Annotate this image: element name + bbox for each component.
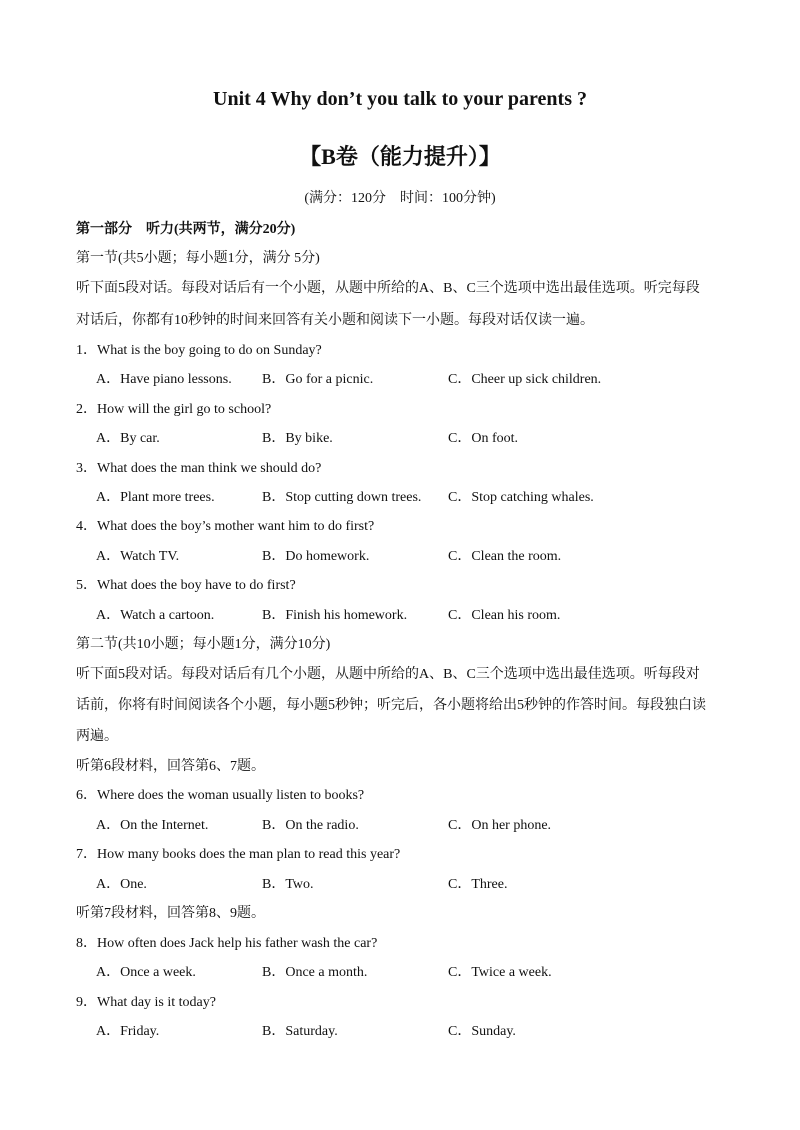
question-9-option-c: C．Sunday. (448, 1024, 516, 1039)
question-5-option-c: C．Clean his room. (448, 608, 561, 623)
question-2-option-a: A．By car. (96, 431, 160, 446)
question-5-option-b: B．Finish his homework. (262, 608, 408, 623)
section2-instruction-1: 听下面5段对话。每段对话后有几个小题，从题中所给的A、B、C三个选项中选出最佳选项。听每段对 (76, 667, 700, 682)
question-9-option-a: A．Friday. (96, 1024, 160, 1039)
question-8-option-b: B．Once a month. (262, 965, 368, 980)
question-1-option-b: B．Go for a picnic. (262, 372, 374, 387)
question-4-option-b: B．Do homework. (262, 549, 370, 564)
question-1-option-a: A．Have piano lessons. (96, 372, 232, 387)
question-7-option-c: C．Three. (448, 877, 508, 892)
document-subtitle: 【B卷（能力提升）】 (299, 144, 501, 169)
question-2: 2．How will the girl go to school? (76, 402, 272, 417)
question-4-option-c: C．Clean the room. (448, 549, 562, 564)
section1-instruction-1: 听下面5段对话。每段对话后有一个小题，从题中所给的A、B、C三个选项中选出最佳选项。听完每段 (76, 281, 700, 296)
question-7: 7．How many books does the man plan to read this year? (76, 847, 401, 862)
question-5-option-a: A．Watch a cartoon. (96, 608, 215, 623)
question-9: 9．What day is it today? (76, 995, 216, 1010)
exam-meta: (满分：120分 时间：100分钟) (304, 191, 496, 206)
question-7-option-a: A．One. (96, 877, 147, 892)
part1-heading: 第一部分 听力(共两节，满分20分) (76, 222, 296, 237)
section1-heading: 第一节(共5小题；每小题1分，满分 5分) (76, 251, 320, 266)
question-6-option-a: A．On the Internet. (96, 818, 209, 833)
question-3-option-c: C．Stop catching whales. (448, 490, 594, 505)
question-6: 6．Where does the woman usually listen to books? (76, 788, 365, 803)
material-6-note: 听第6段材料，回答第6、7题。 (76, 759, 265, 774)
question-4: 4．What does the boy’s mother want him to do first? (76, 519, 375, 534)
section2-heading: 第二节(共10小题；每小题1分，满分10分) (76, 637, 331, 652)
question-8-option-a: A．Once a week. (96, 965, 196, 980)
question-6-option-b: B．On the radio. (262, 818, 359, 833)
section1-instruction-2: 对话后，你都有10秒钟的时间来回答有关小题和阅读下一小题。每段对话仅读一遍。 (76, 313, 594, 328)
question-6-option-c: C．On her phone. (448, 818, 552, 833)
question-4-option-a: A．Watch TV. (96, 549, 180, 564)
question-8: 8．How often does Jack help his father wash the car? (76, 936, 378, 951)
question-2-option-b: B．By bike. (262, 431, 333, 446)
section2-instruction-2: 话前，你将有时间阅读各个小题，每小题5秒钟；听完后，各小题将给出5秒钟的作答时间。每段独白读 (76, 698, 706, 713)
question-9-option-b: B．Saturday. (262, 1024, 338, 1039)
question-3: 3．What does the man think we should do? (76, 461, 322, 476)
material-7-note: 听第7段材料，回答第8、9题。 (76, 906, 265, 921)
question-5: 5．What does the boy have to do first? (76, 578, 296, 593)
question-8-option-c: C．Twice a week. (448, 965, 552, 980)
question-1: 1．What is the boy going to do on Sunday? (76, 343, 322, 358)
document-title: Unit 4 Why don’t you talk to your parents ? (213, 88, 587, 110)
question-3-option-a: A．Plant more trees. (96, 490, 215, 505)
question-1-option-c: C．Cheer up sick children. (448, 372, 602, 387)
question-2-option-c: C．On foot. (448, 431, 518, 446)
question-3-option-b: B．Stop cutting down trees. (262, 490, 422, 505)
question-7-option-b: B．Two. (262, 877, 314, 892)
section2-instruction-3: 两遍。 (76, 729, 118, 744)
